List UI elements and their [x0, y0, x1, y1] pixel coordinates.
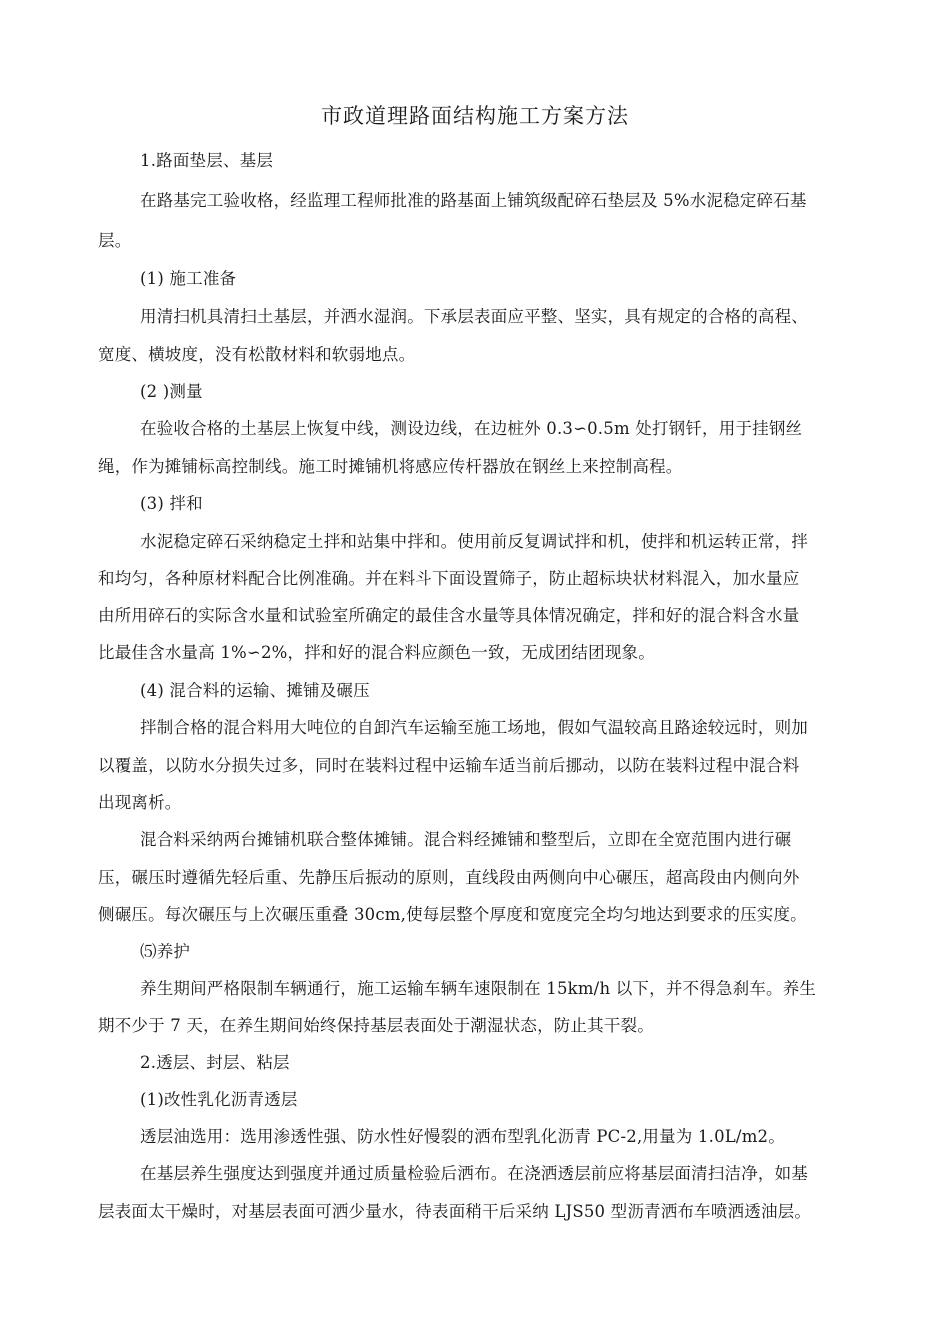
subsection-heading: (4) 混合料的运输、摊铺及碾压 [140, 681, 370, 700]
document-title: 市政道理路面结构施工方案方法 [321, 104, 629, 128]
section-heading: 1.路面垫层、基层 [140, 151, 274, 170]
paragraph-line: 养生期间严格限制车辆通行，施工运输车辆车速限制在 15km/h 以下，并不得急刹车。养生 [140, 979, 817, 998]
paragraph-line: 水泥稳定碎石采纳稳定土拌和站集中拌和。使用前反复调试拌和机，使拌和机运转正常，拌 [140, 532, 808, 551]
paragraph-line: 在路基完工验收格，经监理工程师批准的路基面上铺筑级配碎石垫层及 5%水泥稳定碎石基 [140, 191, 807, 210]
subsection-heading: (1) 施工准备 [140, 269, 237, 288]
paragraph-line: 混合料采纳两台摊铺机联合整体摊铺。混合料经摊铺和整型后，立即在全宽范围内进行碾 [140, 830, 792, 849]
paragraph-line: 侧碾压。每次碾压与上次碾压重叠 30cm,使每层整个厚度和宽度完全均匀地达到要求的压实度。 [98, 905, 807, 924]
paragraph-line: 以覆盖，以防水分损失过多，同时在装料过程中运输车适当前后挪动，以防在装料过程中混合料 [98, 756, 800, 775]
paragraph-line: 期不少于 7 天，在养生期间始终保持基层表面处于潮湿状态，防止其干裂。 [98, 1016, 654, 1035]
paragraph-line: 压，碾压时遵循先轻后重、先静压后振动的原则，直线段由两侧向中心碾压，超高段由内侧向外 [98, 868, 800, 887]
subsection-heading: ⑸养护 [140, 942, 191, 961]
paragraph-line: 层。 [98, 231, 132, 250]
section-heading: 2.透层、封层、粘层 [140, 1053, 290, 1072]
paragraph-line: 用清扫机具清扫土基层，并洒水湿润。下承层表面应平整、坚实，具有规定的合格的高程、 [140, 307, 808, 326]
paragraph-line: 透层油选用：选用渗透性强、防水性好慢裂的洒布型乳化沥青 PC-2,用量为 1.0L/m2。 [140, 1127, 785, 1146]
paragraph-line: 绳，作为摊铺标高控制线。施工时摊铺机将感应传杆器放在钢丝上来控制高程。 [98, 457, 683, 476]
paragraph-line: 层表面太干燥时，对基层表面可洒少量水，待表面稍干后采纳 LJS50 型沥青洒布车喷洒透油层。 [98, 1202, 812, 1221]
subsection-heading: (3) 拌和 [140, 494, 203, 513]
paragraph-line: 和均匀，各种原材料配合比例准确。并在料斗下面设置筛子，防止超标块状材料混入，加水量应 [98, 569, 800, 588]
paragraph-line: 宽度、横坡度，没有松散材料和软弱地点。 [98, 345, 416, 364]
paragraph-line: 拌制合格的混合料用大吨位的自卸汽车运输至施工场地，假如气温较高且路途较远时，则加 [140, 718, 808, 737]
subsection-heading: (2 )测量 [140, 382, 203, 401]
paragraph-line: 由所用碎石的实际含水量和试验室所确定的最佳含水量等具体情况确定，拌和好的混合料含水量 [98, 606, 800, 625]
paragraph-line: 在验收合格的土基层上恢复中线，测设边线，在边桩外 0.3∽0.5m 处打钢钎，用于挂钢丝 [140, 419, 803, 438]
paragraph-line: 在基层养生强度达到强度并通过质量检验后洒布。在浇洒透层前应将基层面清扫洁净，如基 [140, 1164, 808, 1183]
paragraph-line: 出现离析。 [98, 793, 182, 812]
subsection-heading: (1)改性乳化沥青透层 [140, 1090, 298, 1109]
paragraph-line: 比最佳含水量高 1%∽2%，拌和好的混合料应颜色一致，无成团结团现象。 [98, 643, 655, 662]
